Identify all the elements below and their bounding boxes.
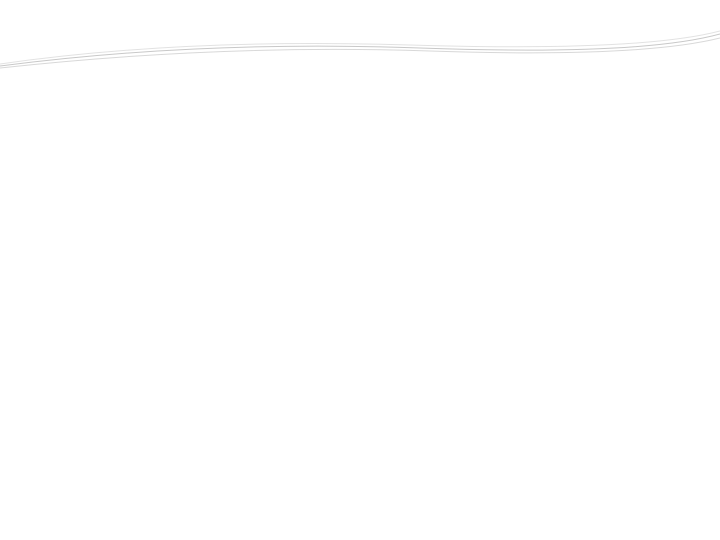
decorative-swoosh (0, 30, 720, 70)
corner-symbols (2, 2, 16, 16)
